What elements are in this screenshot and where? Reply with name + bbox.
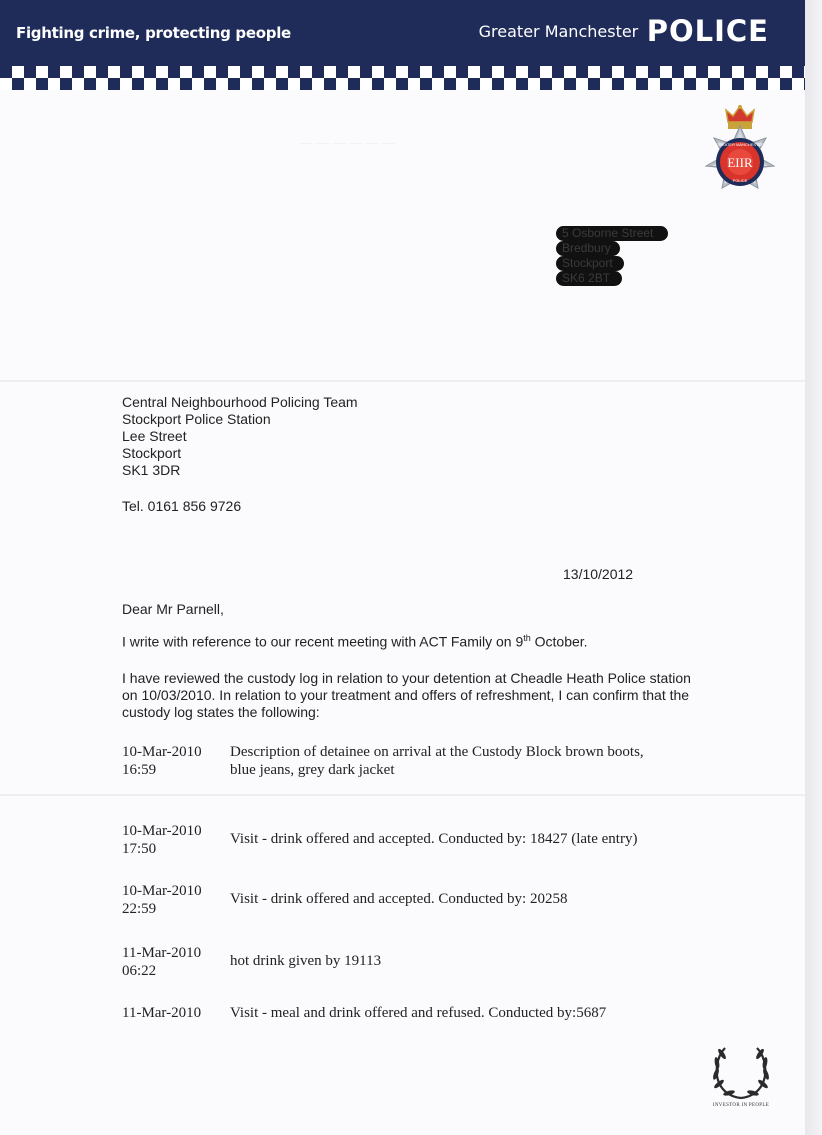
entry-date: 10-Mar-2010 <box>122 883 202 899</box>
entry-time: 16:59 <box>122 762 157 778</box>
redacted-line: Bredbury <box>556 241 620 256</box>
entry-date: 10-Mar-2010 <box>122 823 202 839</box>
address-line: SK1 3DR <box>122 462 181 478</box>
address-line: Central Neighbourhood Policing Team <box>122 394 358 410</box>
salutation: Dear Mr Parnell, <box>122 601 224 617</box>
telephone: Tel. 0161 856 9726 <box>122 498 242 514</box>
investors-in-people-text: INVESTOR IN PEOPLE <box>712 1103 770 1108</box>
redacted-line: 5 Osborne Street <box>556 226 668 241</box>
entry-text: hot drink given by 19113 <box>230 953 382 969</box>
entry-text: Description of detainee on arrival at the Custody Block brown boots, <box>230 744 644 760</box>
slogan: Fighting crime, protecting people <box>16 24 291 42</box>
address-line: Lee Street <box>122 428 187 444</box>
page-edge-shadow <box>805 0 822 1135</box>
badge-ring-text: GREATER MANCHESTER <box>715 142 765 147</box>
letterhead-banner <box>0 0 805 66</box>
police-crest-icon <box>696 104 784 206</box>
address-line: Stockport <box>122 445 182 461</box>
redacted-line: Stockport <box>556 256 624 271</box>
redacted-address <box>556 226 668 286</box>
org-name-emphasis: POLICE <box>646 14 769 48</box>
redacted-line: SK6 2BT <box>556 271 622 286</box>
sender-address <box>122 394 358 479</box>
entry-text: Visit - meal and drink offered and refused. Conducted by:5687 <box>230 1005 607 1021</box>
org-brand <box>479 14 769 48</box>
entry-date: 11-Mar-2010 <box>122 945 202 961</box>
entry-text: Visit - drink offered and accepted. Conducted by: 18427 (late entry) <box>230 831 638 847</box>
badge-cipher: EIIR <box>727 155 753 170</box>
entry-text-cont: blue jeans, grey dark jacket <box>230 762 395 778</box>
org-name: Greater Manchester <box>478 22 639 41</box>
address-line: Stockport Police Station <box>122 411 271 427</box>
entry-date: 11-Mar-2010 <box>122 1005 202 1021</box>
checkered-band <box>0 66 805 90</box>
letter-date: 13/10/2012 <box>563 566 634 582</box>
entry-time: 22:59 <box>122 901 157 917</box>
paper-fold <box>0 380 805 382</box>
paper-fold <box>0 794 805 796</box>
entry-time: 06:22 <box>122 963 157 979</box>
investors-in-people-laurel-icon <box>703 1040 779 1120</box>
bleed-through-mark: — — — — — — <box>300 135 395 150</box>
entry-time: 17:50 <box>122 841 157 857</box>
entry-date: 10-Mar-2010 <box>122 744 202 760</box>
entry-text: Visit - drink offered and accepted. Conducted by: 20258 <box>230 891 568 907</box>
paragraph-review: I have reviewed the custody log in relation to your detention at Cheadle Heath Police station on 10/03/2010. In relation to your treatment and offers of refreshment, I can confirm that the custody log states the following: <box>122 670 691 720</box>
paragraph-intro: I write with reference to our recent meeting with ACT Family on 9th October. <box>122 633 588 650</box>
badge-label: POLICE <box>732 178 748 183</box>
